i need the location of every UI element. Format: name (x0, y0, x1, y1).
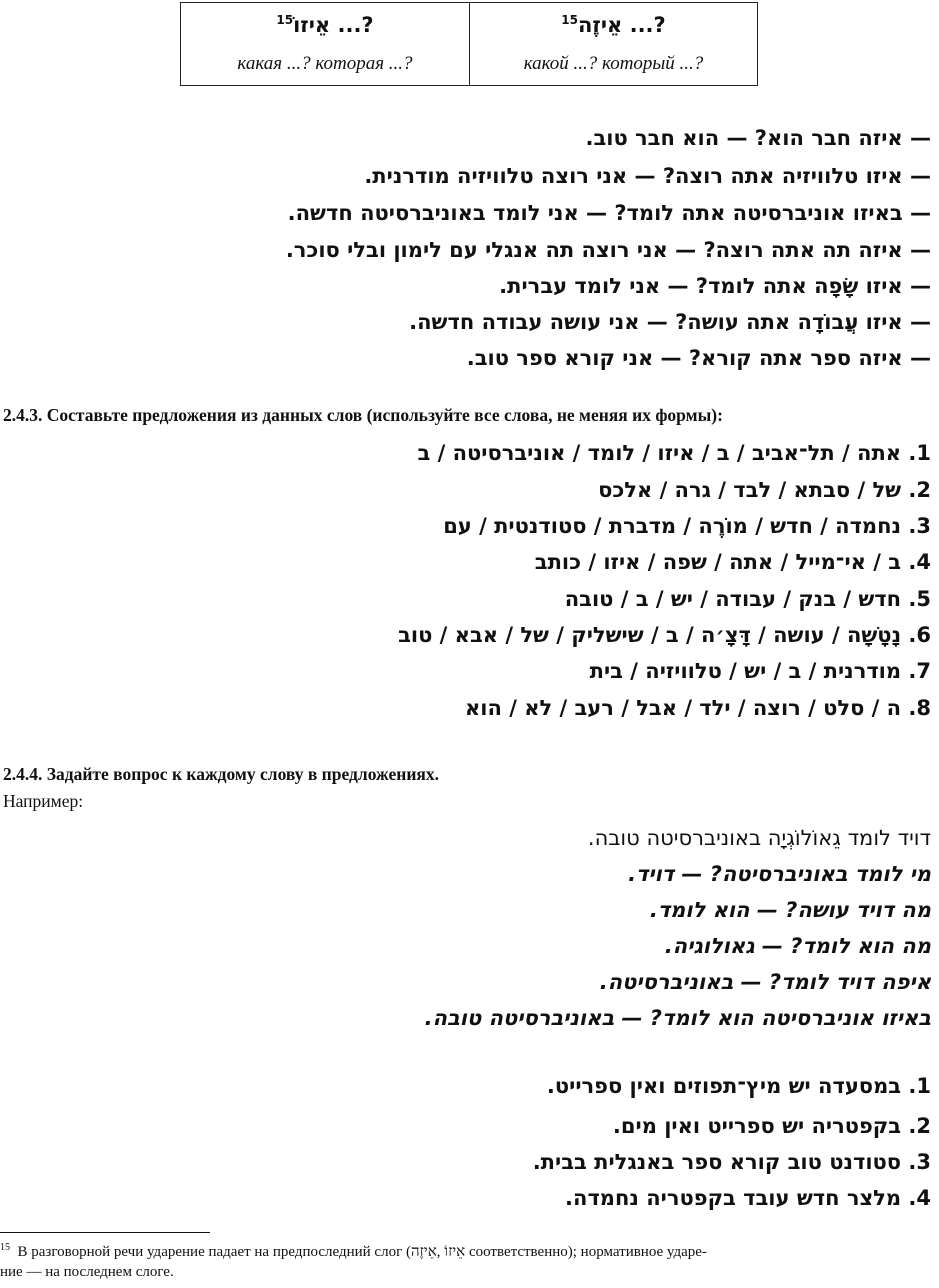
example-question: מי לומד באוניברסיטה? — דויד. (628, 862, 931, 886)
dialogue-line: — איזה חבר הוא? — הוא חבר טוב. (585, 126, 931, 150)
dialogue-line: — איזו שָׂפָה אתה לומד? — אני לומד עברית. (499, 274, 931, 298)
example-question: איפה דויד לומד? — באוניברסיטה. (599, 970, 931, 994)
russian-translation-masculine: какой ...? который ...? (523, 53, 704, 74)
hebrew-word-eizo: ?... אֵיזוֹ$^{15}$ (276, 13, 374, 37)
dialogue-line: — איזו עֲבוֹדָה אתה עושה? — אני עושה עבודה חדשה. (409, 310, 931, 334)
example-label: Например: (3, 791, 84, 811)
footnote-divider (0, 1232, 210, 1233)
exercise-heading-2-4-4: 2.4.4. Задайте вопрос к каждому слову в предложениях. (3, 764, 440, 784)
dialogue-line: — איזה ספר אתה קורא? — אני קורא ספר טוב. (466, 346, 931, 370)
exercise-item: 1. אתה / תל־אביב / ב / איזו / לומד / אוניברסיטה / ב (417, 441, 931, 465)
exercise-item: 5. חדש / בנק / עבודה / יש / ב / טובה (564, 587, 931, 611)
exercise-item: 2. של / סבתא / לבד / גרה / אלכס (598, 478, 931, 502)
example-question: באיזו אוניברסיטה הוא לומד? — באוניברסיטה טובה. (424, 1006, 931, 1030)
footnote-line: $^{15}$ В разговорной речи ударение падает на предпоследний слог (אֵיזוֹ ,אֵיזֶה соответственно); нормативное ударе- (0, 1242, 707, 1260)
exercise-item: 6. נָטָשָׁה / עושה / דָּצָ׳ה / ב / שישליק / של / אבא / טוב (398, 623, 931, 647)
exercise-item: 3. נחמדה / חדש / מוֹרֶה / מדברת / סטודנטית / עם (443, 514, 931, 538)
exercise-heading-2-4-3: 2.4.3. Составьте предложения из данных слов (используйте все слова, не меняя их формы): (3, 405, 723, 425)
exercise-item: 3. סטודנט טוב קורא ספר באנגלית בבית. (532, 1150, 931, 1174)
vocabulary-table (180, 2, 758, 86)
table-cell-eizo (181, 3, 470, 85)
exercise-item: 4. מלצר חדש עובד בקפטריה נחמדה. (565, 1186, 931, 1210)
dialogue-line: — באיזו אוניברסיטה אתה לומד? — אני לומד באוניברסיטה חדשה. (287, 201, 931, 225)
hebrew-word-eize: ?... אֵיזֶה$^{15}$ (561, 13, 666, 37)
footnote-line: ние — на последнем слоге. (0, 1264, 174, 1280)
example-question: מה דויד עושה? — הוא לומד. (649, 898, 931, 922)
example-question: מה הוא לומד? — גאולוגיה. (664, 934, 931, 958)
russian-translation-feminine: какая ...? которая ...? (237, 53, 413, 74)
exercise-item: 4. ב / אי־מייל / אתה / שפה / איזו / כותב (534, 550, 931, 574)
example-sentence: דויד לומד גֵאוֹלוֹגְיָה באוניברסיטה טובה. (587, 826, 931, 850)
dialogue-line: — איזה תה אתה רוצה? — אני רוצה תה אנגלי עם לימון ובלי סוכר. (285, 238, 931, 262)
table-cell-eize (470, 3, 757, 85)
dialogue-line: — איזו טלוויזיה אתה רוצה? — אני רוצה טלוויזיה מודרנית. (364, 164, 931, 188)
exercise-item: 8. ה / סלט / רוצה / ילד / אבל / רעב / לא / הוא (464, 696, 931, 720)
exercise-item: 7. מודרנית / ב / יש / טלוויזיה / בית (589, 659, 931, 683)
exercise-item: 1. במסעדה יש מיץ־תפוזים ואין ספרייט. (546, 1074, 931, 1098)
exercise-item: 2. בקפטריה יש ספרייט ואין מים. (612, 1114, 931, 1138)
